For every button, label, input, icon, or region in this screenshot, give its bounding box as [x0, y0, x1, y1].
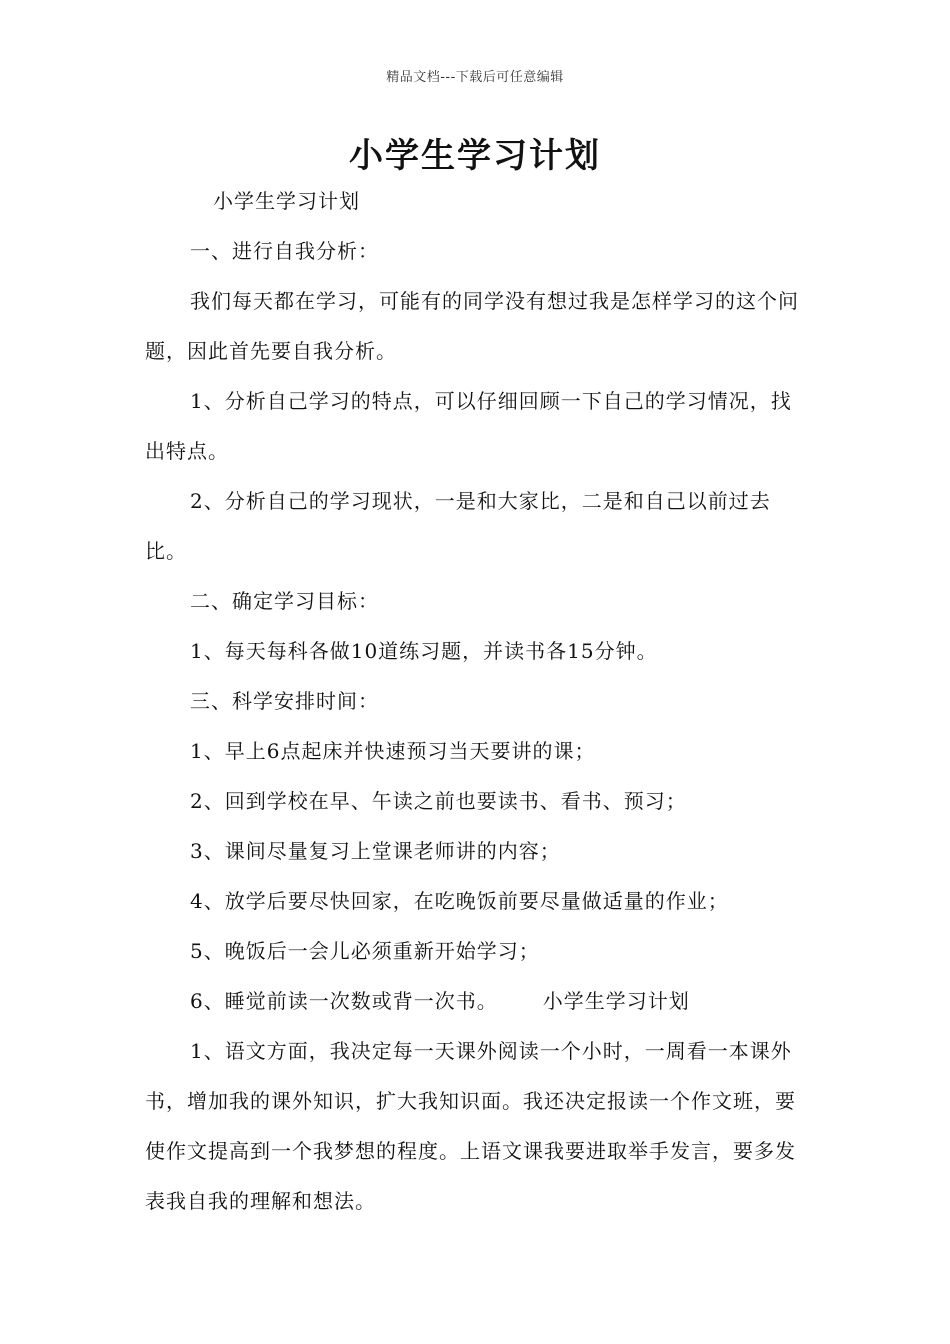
section-1-item-1: 1、分析自己学习的特点，可以仔细回顾一下自己的学习情况，找出特点。	[145, 389, 792, 463]
section-1-heading: 一、进行自我分析：	[190, 239, 379, 263]
section-1-intro: 我们每天都在学习，可能有的同学没有想过我是怎样学习的这个问题，因此首先要自我分析。	[145, 289, 799, 363]
section-3-heading: 三、科学安排时间：	[190, 689, 379, 713]
section-3-item-6-line	[145, 976, 810, 1026]
section-4-item-1: 1、语文方面，我决定每一天课外阅读一个小时，一周看一本课外书，增加我的课外知识，扩大我知识面。我还决定报读一个作文班，要使作文提高到一个我梦想的程度。上语文课我要进取举手发言，要多发表我自我的理解和想法。	[145, 1039, 796, 1213]
section-3-item-3: 3、课间尽量复习上堂课老师讲的内容；	[190, 839, 561, 863]
section-3-item-4: 4、放学后要尽快回家，在吃晚饭前要尽量做适量的作业；	[190, 889, 729, 913]
document-title: 小学生学习计划	[349, 136, 601, 176]
section-3-item-6: 6、睡觉前读一次数或背一次书。	[190, 989, 498, 1013]
section-3-item-2: 2、回到学校在早、午读之前也要读书、看书、预习；	[190, 789, 687, 813]
document-body	[145, 176, 810, 1226]
section-3-trailing-title: 小学生学习计划	[542, 989, 690, 1013]
section-2-heading: 二、确定学习目标：	[190, 589, 379, 613]
section-2-item-1: 1、每天每科各做10道练习题，并读书各15分钟。	[190, 639, 658, 663]
page-header-note: 精品文档---下载后可任意编辑	[386, 70, 564, 85]
section-3-item-1: 1、早上6点起床并快速预习当天要讲的课；	[190, 739, 596, 763]
document-subtitle: 小学生学习计划	[213, 189, 360, 213]
section-1-item-2: 2、分析自己的学习现状，一是和大家比，二是和自己以前过去比。	[145, 489, 771, 563]
section-3-item-5: 5、晚饭后一会儿必须重新开始学习；	[190, 939, 540, 963]
